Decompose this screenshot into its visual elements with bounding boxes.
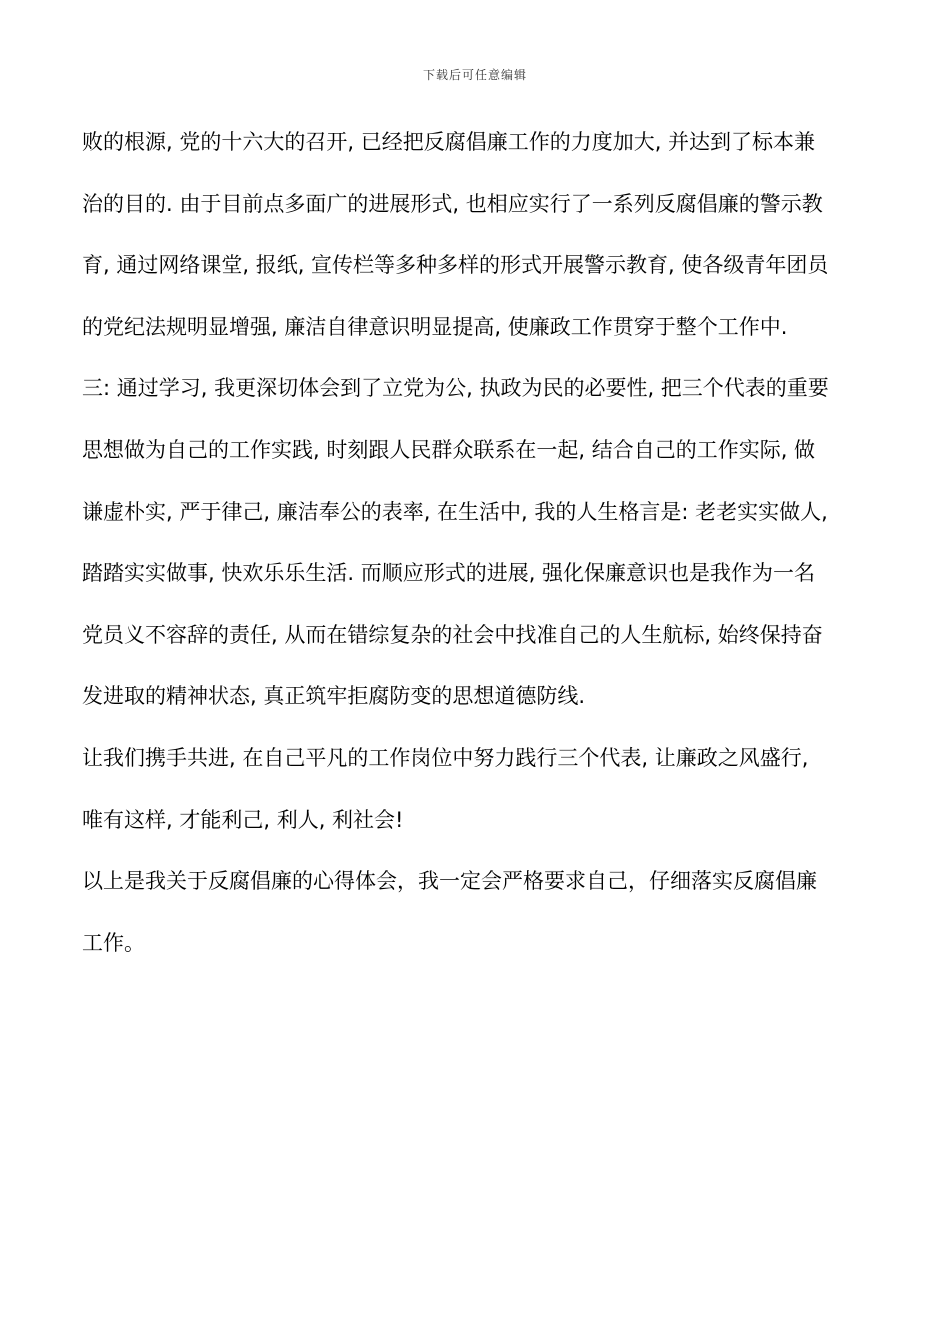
document-body [82, 112, 868, 974]
text-line: 谦虚朴实, 严于律己, 廉洁奉公的表率, 在生活中, 我的人生格言是: 老老实实做人, [82, 499, 828, 524]
page-header: 下载后可任意编辑 [422, 68, 527, 82]
paragraph-2 [82, 358, 868, 728]
text-line: 育, 通过网络课堂, 报纸, 宣传栏等多种多样的形式开展警示教育, 使各级青年团员 [82, 253, 829, 278]
text-line: 工作。 [82, 930, 145, 955]
text-line: 思想做为自己的工作实践, 时刻跟人民群众联系在一起, 结合自己的工作实际, 做 [82, 437, 816, 462]
text-line: 发进取的精神状态, 真正筑牢拒腐防变的思想道德防线. [82, 684, 586, 709]
paragraph-3 [82, 728, 868, 851]
paragraph-1 [82, 112, 868, 358]
text-line: 唯有这样, 才能利己, 利人, 利社会! [82, 807, 404, 832]
text-line: 让我们携手共进, 在自己平凡的工作岗位中努力践行三个代表, 让廉政之风盛行, [82, 745, 809, 770]
text-line: 党员义不容辞的责任, 从而在错综复杂的社会中找准自己的人生航标, 始终保持奋 [82, 622, 823, 647]
text-line: 以上是我关于反腐倡廉的心得体会，我一定会严格要求自己，仔细落实反腐倡廉 [82, 869, 817, 894]
text-line: 治的目的. 由于目前点多面广的进展形式, 也相应实行了一系列反腐倡廉的警示教 [82, 191, 823, 216]
text-line: 三: 通过学习, 我更深切体会到了立党为公, 执政为民的必要性, 把三个代表的重要 [82, 376, 829, 401]
text-line: 败的根源, 党的十六大的召开, 已经把反腐倡廉工作的力度加大, 并达到了标本兼 [82, 130, 816, 154]
paragraph-4 [82, 851, 868, 974]
text-line: 踏踏实实做事, 快欢乐乐生活. 而顺应形式的进展, 强化保廉意识也是我作为一名 [82, 561, 816, 586]
text-line: 的党纪法规明显增强, 廉洁自律意识明显提高, 使廉政工作贯穿于整个工作中. [82, 314, 788, 339]
